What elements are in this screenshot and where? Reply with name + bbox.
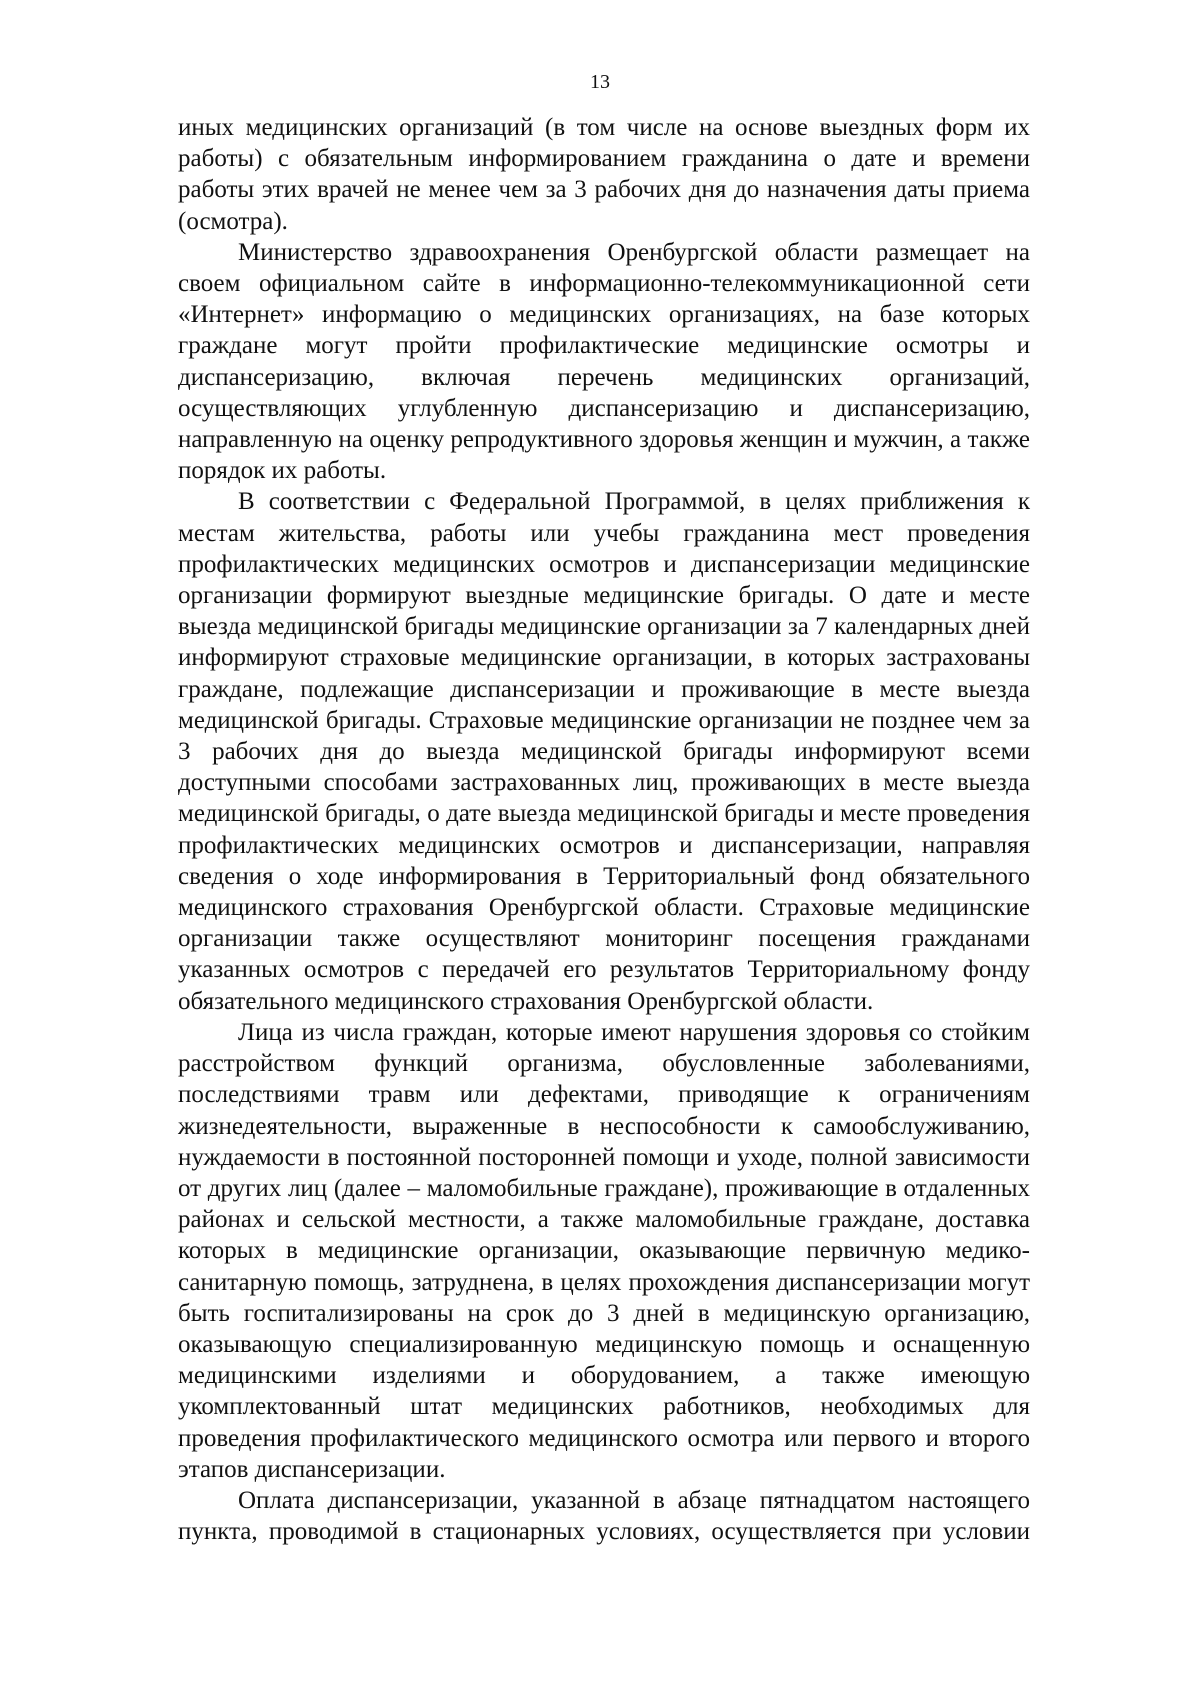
document-body xyxy=(178,112,1030,1547)
paragraph-1: иных медицинских организаций (в том числе на основе выездных форм их работы) с обязательным информированием гражданина о дате и времени работы этих врачей не менее чем за 3 рабочих дня до назначения даты приема (осмотра). xyxy=(178,114,1030,235)
paragraph-2: Министерство здравоохранения Оренбургской области размещает на своем официальном сайте в информационно-телекоммуникационной сети «Интернет» информацию о медицинских организациях, на базе которых граждане могут пройти профилактические медицинские осмотры и диспансеризацию, включая перечень медицинских организаций, осуществляющих углубленную диспансеризацию и диспансеризацию, направленную на оценку репродуктивного здоровья женщин и мужчин, а также порядок их работы. xyxy=(178,238,1030,485)
paragraph-5: Оплата диспансеризации, указанной в абзаце пятнадцатом настоящего пункта, проводимой в стационарных условиях, осуществляется при условии xyxy=(178,1486,1030,1546)
page-number: 13 xyxy=(590,71,610,93)
paragraph-4: Лица из числа граждан, которые имеют нарушения здоровья со стойким расстройством функций организма, обусловленные заболеваниями, последствиями травм или дефектами, приводящие к ограничениям жизнедеятельности, выраженные в неспособности к самообслуживанию, нуждаемости в постоянной посторонней помощи и уходе, полной зависимости от других лиц (далее – маломобильные граждане), проживающие в отдаленных районах и сельской местности, а также маломобильные граждане, доставка которых в медицинские организации, оказывающие первичную медико-санитарную помощь, затруднена, в целях прохождения диспансеризации могут быть госпитализированы на срок до 3 дней в медицинскую организацию, оказывающую специализированную медицинскую помощь и оснащенную медицинскими изделиями и оборудованием, а также имеющую укомплектованный штат медицинских работников, необходимых для проведения профилактического медицинского осмотра или первого и второго этапов диспансеризации. xyxy=(178,1018,1030,1483)
paragraph-3: В соответствии с Федеральной Программой, в целях приближения к местам жительства, работы или учебы гражданина мест проведения профилактических медицинских осмотров и диспансеризации медицинские организации формируют выездные медицинские бригады. О дате и месте выезда медицинской бригады медицинские организации за 7 календарных дней информируют страховые медицинские организации, в которых застрахованы граждане, подлежащие диспансеризации и проживающие в месте выезда медицинской бригады. Страховые медицинские организации не позднее чем за 3 рабочих дня до выезда медицинской бригады информируют всеми доступными способами застрахованных лиц, проживающих в месте выезда медицинской бригады, о дате выезда медицинской бригады и месте проведения профилактических медицинских осмотров и диспансеризации, направляя сведения о ходе информирования в Территориальный фонд обязательного медицинского страхования Оренбургской области. Страховые медицинские организации также осуществляют мониторинг посещения гражданами указанных осмотров с передачей его результатов Территориальному фонду обязательного медицинского страхования Оренбургской области. xyxy=(178,488,1030,1015)
